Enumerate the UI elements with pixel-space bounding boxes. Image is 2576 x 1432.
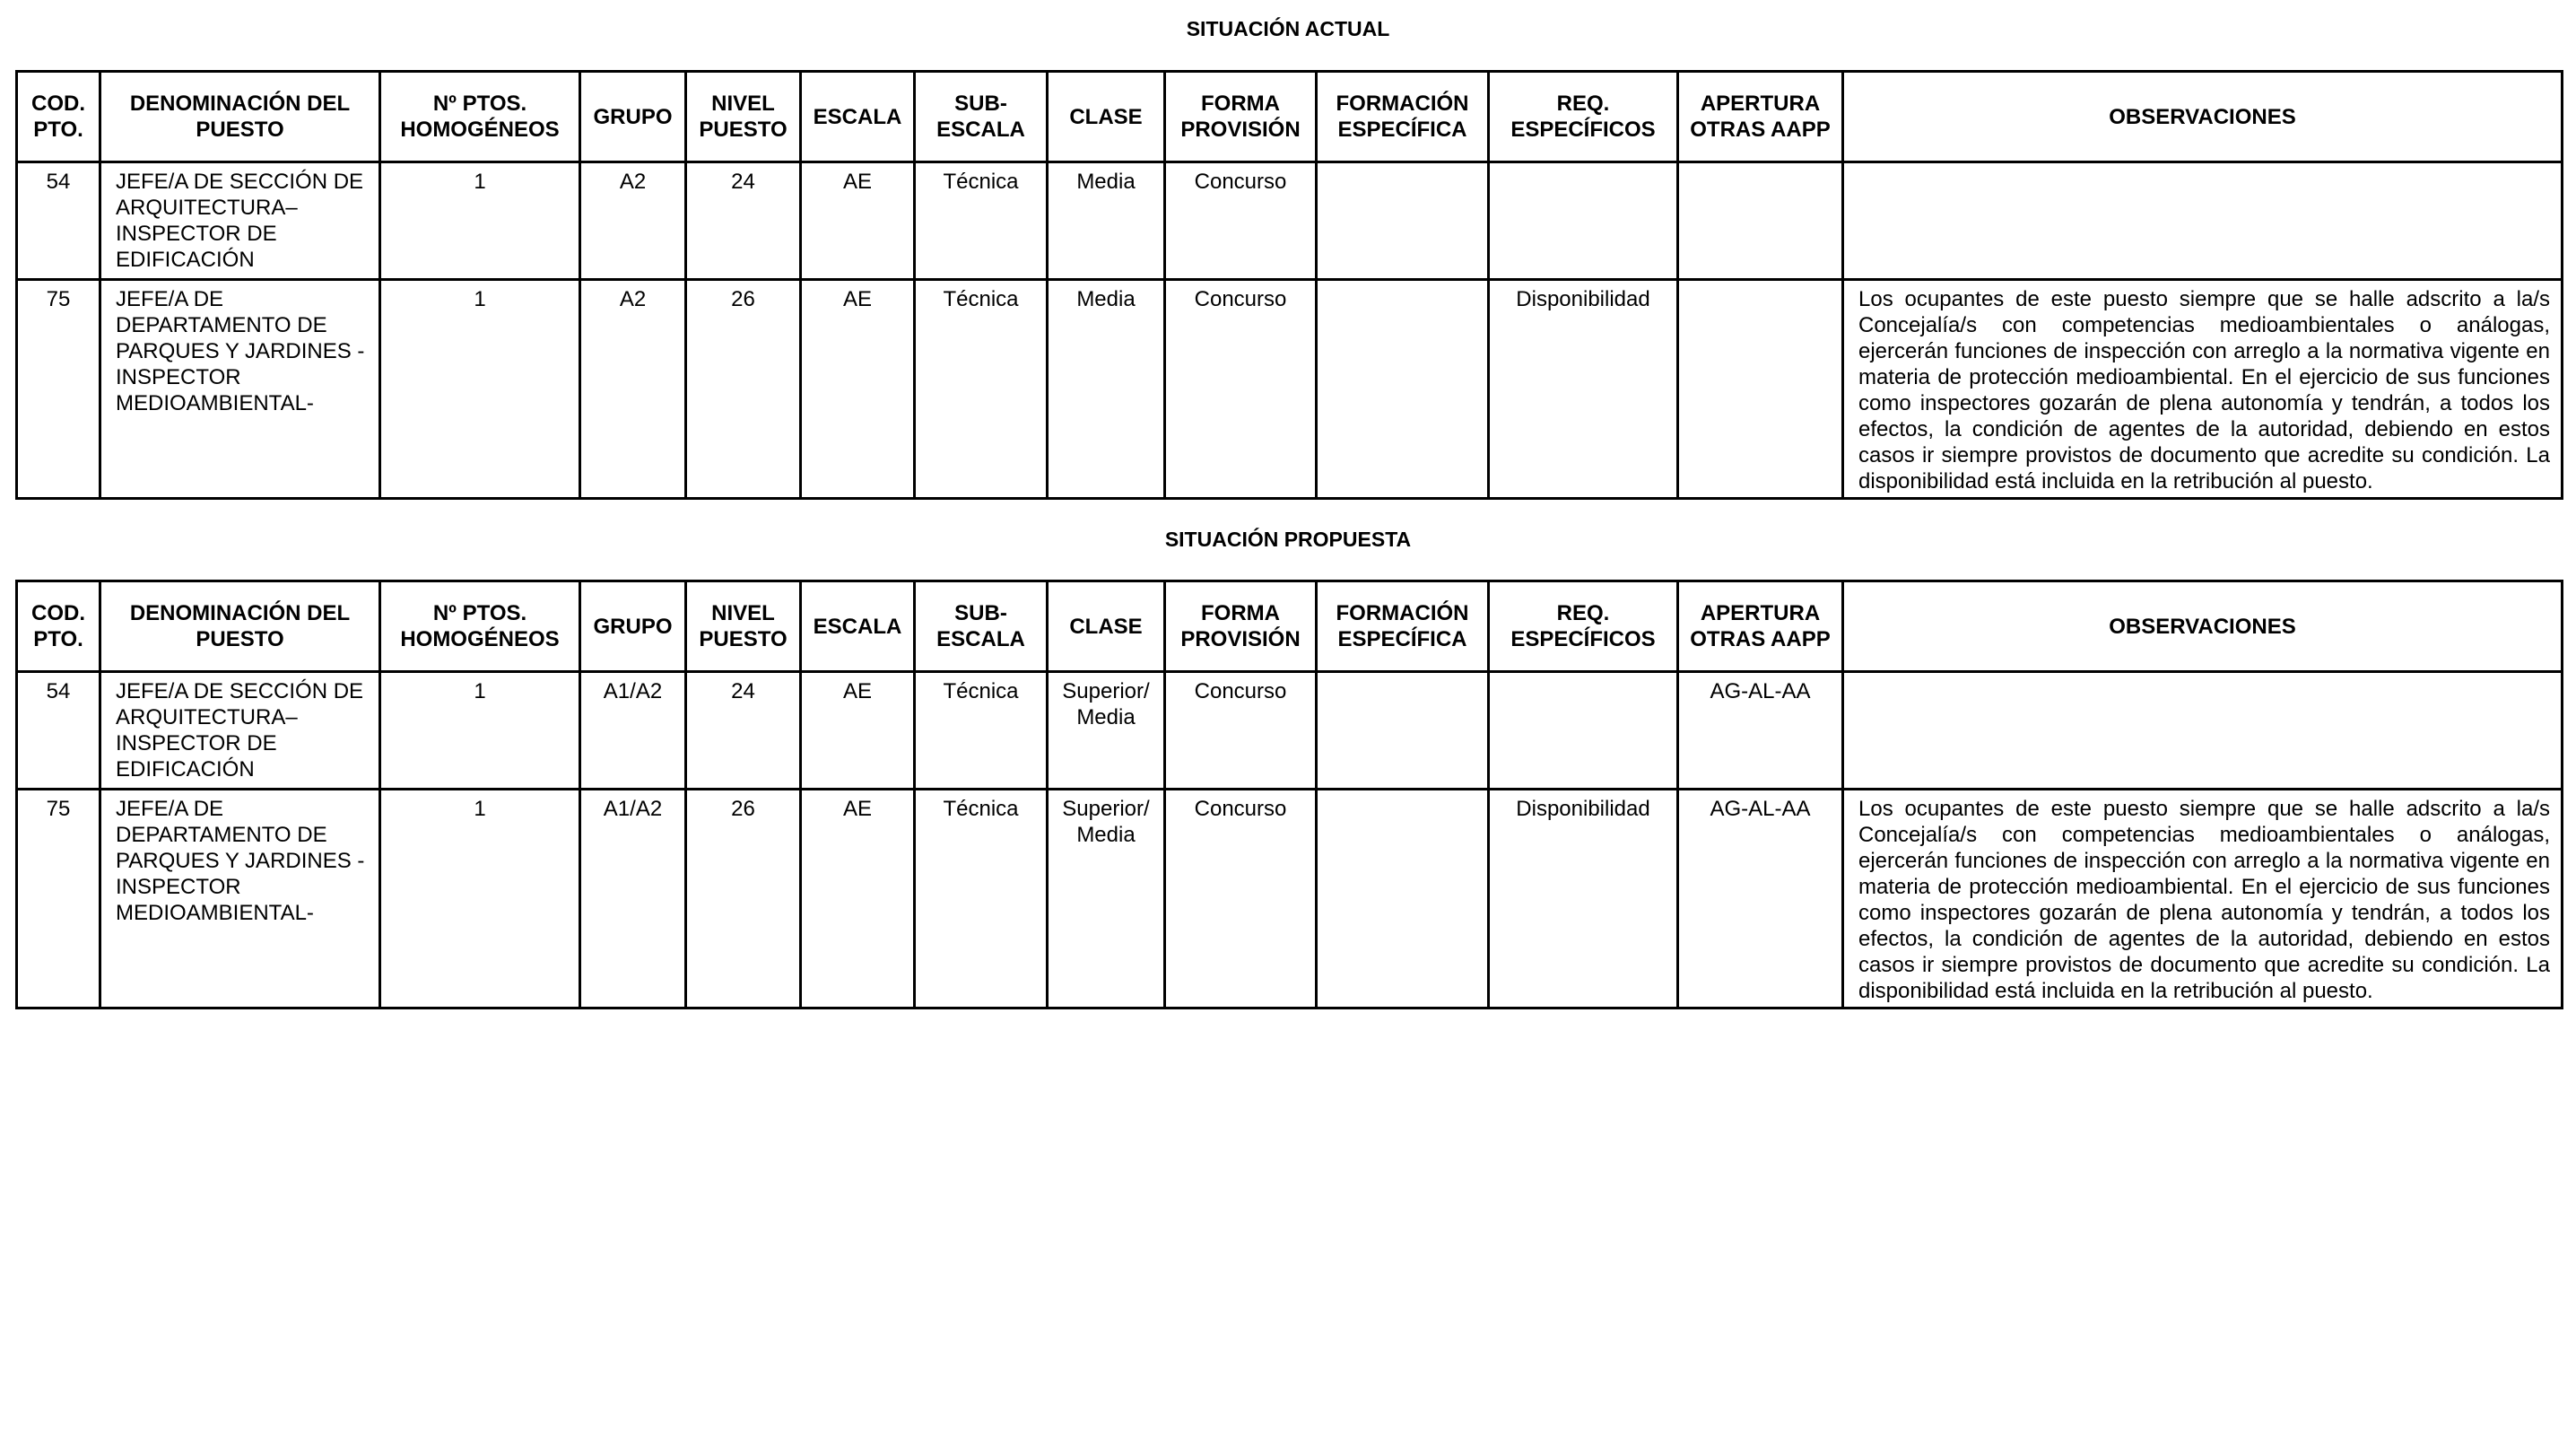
cell-nivel: 26	[686, 790, 801, 1009]
section-title-propuesta: SITUACIÓN PROPUESTA	[1164, 528, 1412, 551]
col-header-subescala: SUB- ESCALA	[915, 581, 1048, 672]
cell-grupo: A2	[580, 280, 686, 499]
col-header-grupo: GRUPO	[580, 581, 686, 672]
cell-escala: AE	[801, 280, 915, 499]
cell-observaciones: Los ocupantes de este puesto siempre que se halle adscrito a la/s Concejalía/s con competencias medioambientales o análogas, ejercerán funciones de inspección con arreglo a la normativa vigente en materia de protección medioambiental. En el ejercicio de sus funciones como inspectores gozarán de plena autonomía y tendrán, a todos los efectos, la condición de agentes de la autoridad, debiendo en estos casos ir siempre provistos de documento que acredite su condición. La disponibilidad está incluida en la retribución al puesto.	[1843, 790, 2563, 1009]
col-header-cod: COD. PTO.	[17, 581, 100, 672]
cell-formacion	[1317, 162, 1489, 280]
cell-homogeneos: 1	[380, 280, 580, 499]
table-situacion-propuesta	[15, 580, 2563, 1009]
cell-homogeneos: 1	[380, 672, 580, 790]
header-row	[17, 581, 2563, 672]
table-row	[17, 280, 2563, 499]
cell-escala: AE	[801, 162, 915, 280]
cell-cod: 54	[17, 162, 100, 280]
col-header-homogeneos: Nº PTOS. HOMOGÉNEOS	[380, 581, 580, 672]
cell-formacion	[1317, 790, 1489, 1009]
table-row	[17, 162, 2563, 280]
cell-requisitos	[1489, 162, 1678, 280]
col-header-apertura: APERTURA OTRAS AAPP	[1678, 581, 1843, 672]
col-header-escala: ESCALA	[801, 581, 915, 672]
cell-denominacion: JEFE/A DE SECCIÓN DE ARQUITECTURA– INSPECTOR DE EDIFICACIÓN	[100, 672, 380, 790]
cell-subescala: Técnica	[915, 790, 1048, 1009]
cell-grupo: A1/A2	[580, 672, 686, 790]
cell-apertura: AG-AL-AA	[1678, 672, 1843, 790]
cell-clase: Superior/ Media	[1048, 672, 1165, 790]
cell-clase: Media	[1048, 162, 1165, 280]
cell-cod: 75	[17, 790, 100, 1009]
cell-forma: Concurso	[1165, 162, 1317, 280]
cell-clase: Superior/ Media	[1048, 790, 1165, 1009]
col-header-forma: FORMA PROVISIÓN	[1165, 72, 1317, 162]
cell-nivel: 24	[686, 162, 801, 280]
col-header-clase: CLASE	[1048, 581, 1165, 672]
cell-cod: 54	[17, 672, 100, 790]
cell-escala: AE	[801, 672, 915, 790]
cell-subescala: Técnica	[915, 162, 1048, 280]
cell-nivel: 24	[686, 672, 801, 790]
cell-forma: Concurso	[1165, 790, 1317, 1009]
cell-formacion	[1317, 280, 1489, 499]
section-title-actual: SITUACIÓN ACTUAL	[1186, 17, 1390, 40]
col-header-subescala: SUB- ESCALA	[915, 72, 1048, 162]
col-header-clase: CLASE	[1048, 72, 1165, 162]
table-row	[17, 790, 2563, 1009]
col-header-formacion: FORMACIÓN ESPECÍFICA	[1317, 72, 1489, 162]
cell-subescala: Técnica	[915, 672, 1048, 790]
cell-requisitos: Disponibilidad	[1489, 790, 1678, 1009]
col-header-denominacion: DENOMINACIÓN DEL PUESTO	[100, 581, 380, 672]
cell-apertura	[1678, 280, 1843, 499]
col-header-formacion: FORMACIÓN ESPECÍFICA	[1317, 581, 1489, 672]
cell-homogeneos: 1	[380, 790, 580, 1009]
cell-denominacion: JEFE/A DE SECCIÓN DE ARQUITECTURA– INSPECTOR DE EDIFICACIÓN	[100, 162, 380, 280]
cell-requisitos: Disponibilidad	[1489, 280, 1678, 499]
col-header-apertura: APERTURA OTRAS AAPP	[1678, 72, 1843, 162]
col-header-forma: FORMA PROVISIÓN	[1165, 581, 1317, 672]
cell-escala: AE	[801, 790, 915, 1009]
header-row	[17, 72, 2563, 162]
col-header-requisitos: REQ. ESPECÍFICOS	[1489, 581, 1678, 672]
col-header-nivel: NIVEL PUESTO	[686, 581, 801, 672]
col-header-grupo: GRUPO	[580, 72, 686, 162]
cell-apertura: AG-AL-AA	[1678, 790, 1843, 1009]
cell-requisitos	[1489, 672, 1678, 790]
cell-clase: Media	[1048, 280, 1165, 499]
cell-forma: Concurso	[1165, 280, 1317, 499]
col-header-escala: ESCALA	[801, 72, 915, 162]
cell-observaciones: Los ocupantes de este puesto siempre que se halle adscrito a la/s Concejalía/s con competencias medioambientales o análogas, ejercerán funciones de inspección con arreglo a la normativa vigente en materia de protección medioambiental. En el ejercicio de sus funciones como inspectores gozarán de plena autonomía y tendrán, a todos los efectos, la condición de agentes de la autoridad, debiendo en estos casos ir siempre provistos de documento que acredite su condición. La disponibilidad está incluida en la retribución al puesto.	[1843, 280, 2563, 499]
cell-observaciones	[1843, 162, 2563, 280]
cell-denominacion: JEFE/A DE DEPARTAMENTO DE PARQUES Y JARDINES -INSPECTOR MEDIOAMBIENTAL-	[100, 790, 380, 1009]
cell-homogeneos: 1	[380, 162, 580, 280]
col-header-requisitos: REQ. ESPECÍFICOS	[1489, 72, 1678, 162]
cell-cod: 75	[17, 280, 100, 499]
col-header-observaciones: OBSERVACIONES	[1843, 72, 2563, 162]
cell-grupo: A2	[580, 162, 686, 280]
cell-subescala: Técnica	[915, 280, 1048, 499]
cell-denominacion: JEFE/A DE DEPARTAMENTO DE PARQUES Y JARDINES -INSPECTOR MEDIOAMBIENTAL-	[100, 280, 380, 499]
table-row	[17, 672, 2563, 790]
cell-observaciones	[1843, 672, 2563, 790]
col-header-cod: COD. PTO.	[17, 72, 100, 162]
cell-apertura	[1678, 162, 1843, 280]
col-header-observaciones: OBSERVACIONES	[1843, 581, 2563, 672]
table-situacion-actual	[15, 70, 2563, 500]
col-header-nivel: NIVEL PUESTO	[686, 72, 801, 162]
cell-forma: Concurso	[1165, 672, 1317, 790]
col-header-homogeneos: Nº PTOS. HOMOGÉNEOS	[380, 72, 580, 162]
cell-grupo: A1/A2	[580, 790, 686, 1009]
cell-formacion	[1317, 672, 1489, 790]
col-header-denominacion: DENOMINACIÓN DEL PUESTO	[100, 72, 380, 162]
cell-nivel: 26	[686, 280, 801, 499]
